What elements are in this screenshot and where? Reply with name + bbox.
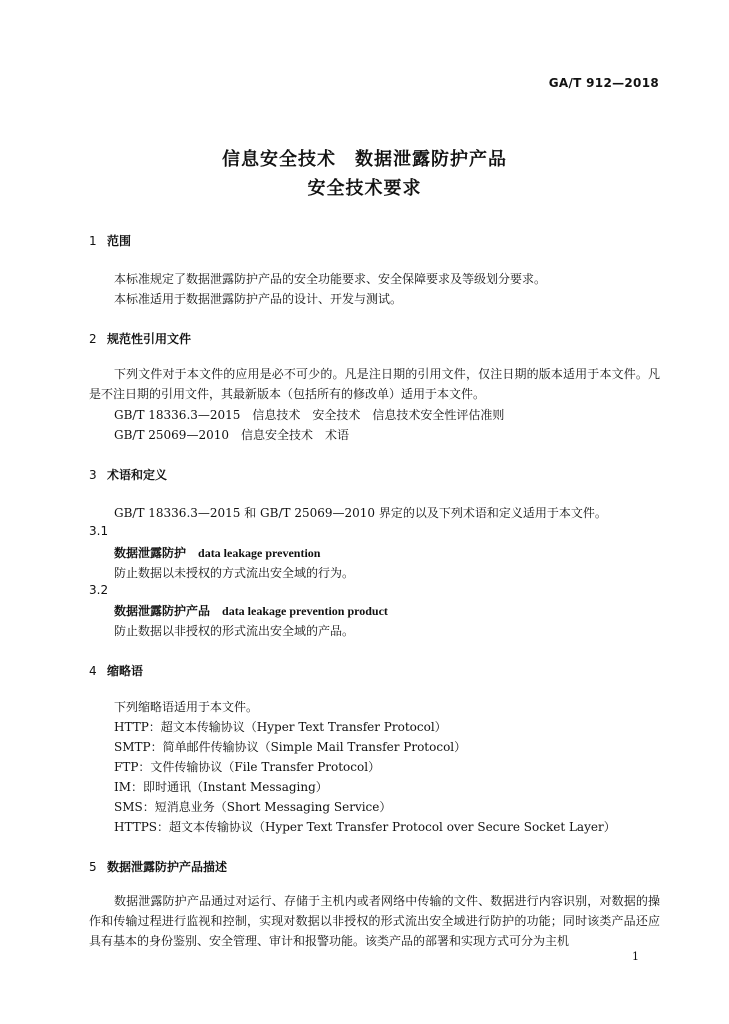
section-1-paragraph-2: 本标准适用于数据泄露防护产品的设计、开发与测试。 xyxy=(114,292,403,306)
standard-number: GA/T 912—2018 xyxy=(548,76,659,90)
term-3-2-number: 3.2 xyxy=(89,583,109,597)
term-3-1 xyxy=(114,544,320,561)
abbreviation-item: HTTP：超文本传输协议（Hyper Text Transfer Protocol） xyxy=(114,720,447,734)
section-3-intro: GB/T 18336.3—2015 和 GB/T 25069—2010 界定的以及下列术语和定义适用于本文件。 xyxy=(114,506,607,520)
term-3-1-number: 3.1 xyxy=(89,524,109,538)
abbreviation-item: HTTPS：超文本传输协议（Hyper Text Transfer Protocol over Secure Socket Layer） xyxy=(114,820,616,834)
section-number: 2 xyxy=(89,332,97,346)
section-5-paragraph: 数据泄露防护产品通过对运行、存储于主机内或者网络中传输的文件、数据进行内容识别，对数据的操作和传输过程进行监视和控制，实现对数据以非授权的形式流出安全域进行防护的功能；同时该类产品还应具有基本的身份鉴别、安全管理、审计和报警功能。该类产品的部署和实现方式可分为主机 xyxy=(89,894,660,948)
document-title-line1: 信息安全技术 数据泄露防护产品 xyxy=(222,149,507,170)
section-title: 术语和定义 xyxy=(107,468,168,482)
term-3-1-definition: 防止数据以未授权的方式流出安全域的行为。 xyxy=(114,566,355,580)
term-chinese: 数据泄露防护 xyxy=(114,546,187,560)
abbreviation-item: FTP：文件传输协议（File Transfer Protocol） xyxy=(114,760,381,774)
section-2-intro: 下列文件对于本文件的应用是必不可少的。凡是注日期的引用文件，仅注日期的版本适用于本文件。凡是不注日期的引用文件，其最新版本（包括所有的修改单）适用于本文件。 xyxy=(89,367,660,401)
abbreviation-item: SMTP：简单邮件传输协议（Simple Mail Transfer Protocol） xyxy=(114,740,467,754)
section-3-heading xyxy=(89,466,167,483)
section-number: 3 xyxy=(89,468,97,482)
normative-reference-1: GB/T 18336.3—2015 信息技术 安全技术 信息技术安全性评估准则 xyxy=(114,408,505,422)
section-title: 范围 xyxy=(107,234,132,248)
term-english: data leakage prevention xyxy=(198,546,321,560)
page-number: 1 xyxy=(632,950,639,963)
section-5-heading xyxy=(89,858,227,875)
section-2-heading xyxy=(89,330,191,347)
section-1-heading xyxy=(89,232,131,249)
document-title-line2: 安全技术要求 xyxy=(307,178,422,199)
term-english: data leakage prevention product xyxy=(222,604,388,618)
term-3-2 xyxy=(114,602,388,619)
abbreviation-item: IM：即时通讯（Instant Messaging） xyxy=(114,780,328,794)
section-number: 5 xyxy=(89,860,97,874)
section-4-heading xyxy=(89,662,143,679)
section-title: 数据泄露防护产品描述 xyxy=(107,860,228,874)
section-number: 4 xyxy=(89,664,97,678)
section-title: 规范性引用文件 xyxy=(107,332,192,346)
term-chinese: 数据泄露防护产品 xyxy=(114,604,211,618)
term-3-2-definition: 防止数据以非授权的形式流出安全域的产品。 xyxy=(114,624,355,638)
abbreviation-item: SMS：短消息业务（Short Messaging Service） xyxy=(114,800,392,814)
section-1-paragraph-1: 本标准规定了数据泄露防护产品的安全功能要求、安全保障要求及等级划分要求。 xyxy=(114,272,547,286)
section-title: 缩略语 xyxy=(107,664,144,678)
normative-reference-2: GB/T 25069—2010 信息安全技术 术语 xyxy=(114,428,349,442)
section-4-intro: 下列缩略语适用于本文件。 xyxy=(114,700,259,714)
section-number: 1 xyxy=(89,234,97,248)
